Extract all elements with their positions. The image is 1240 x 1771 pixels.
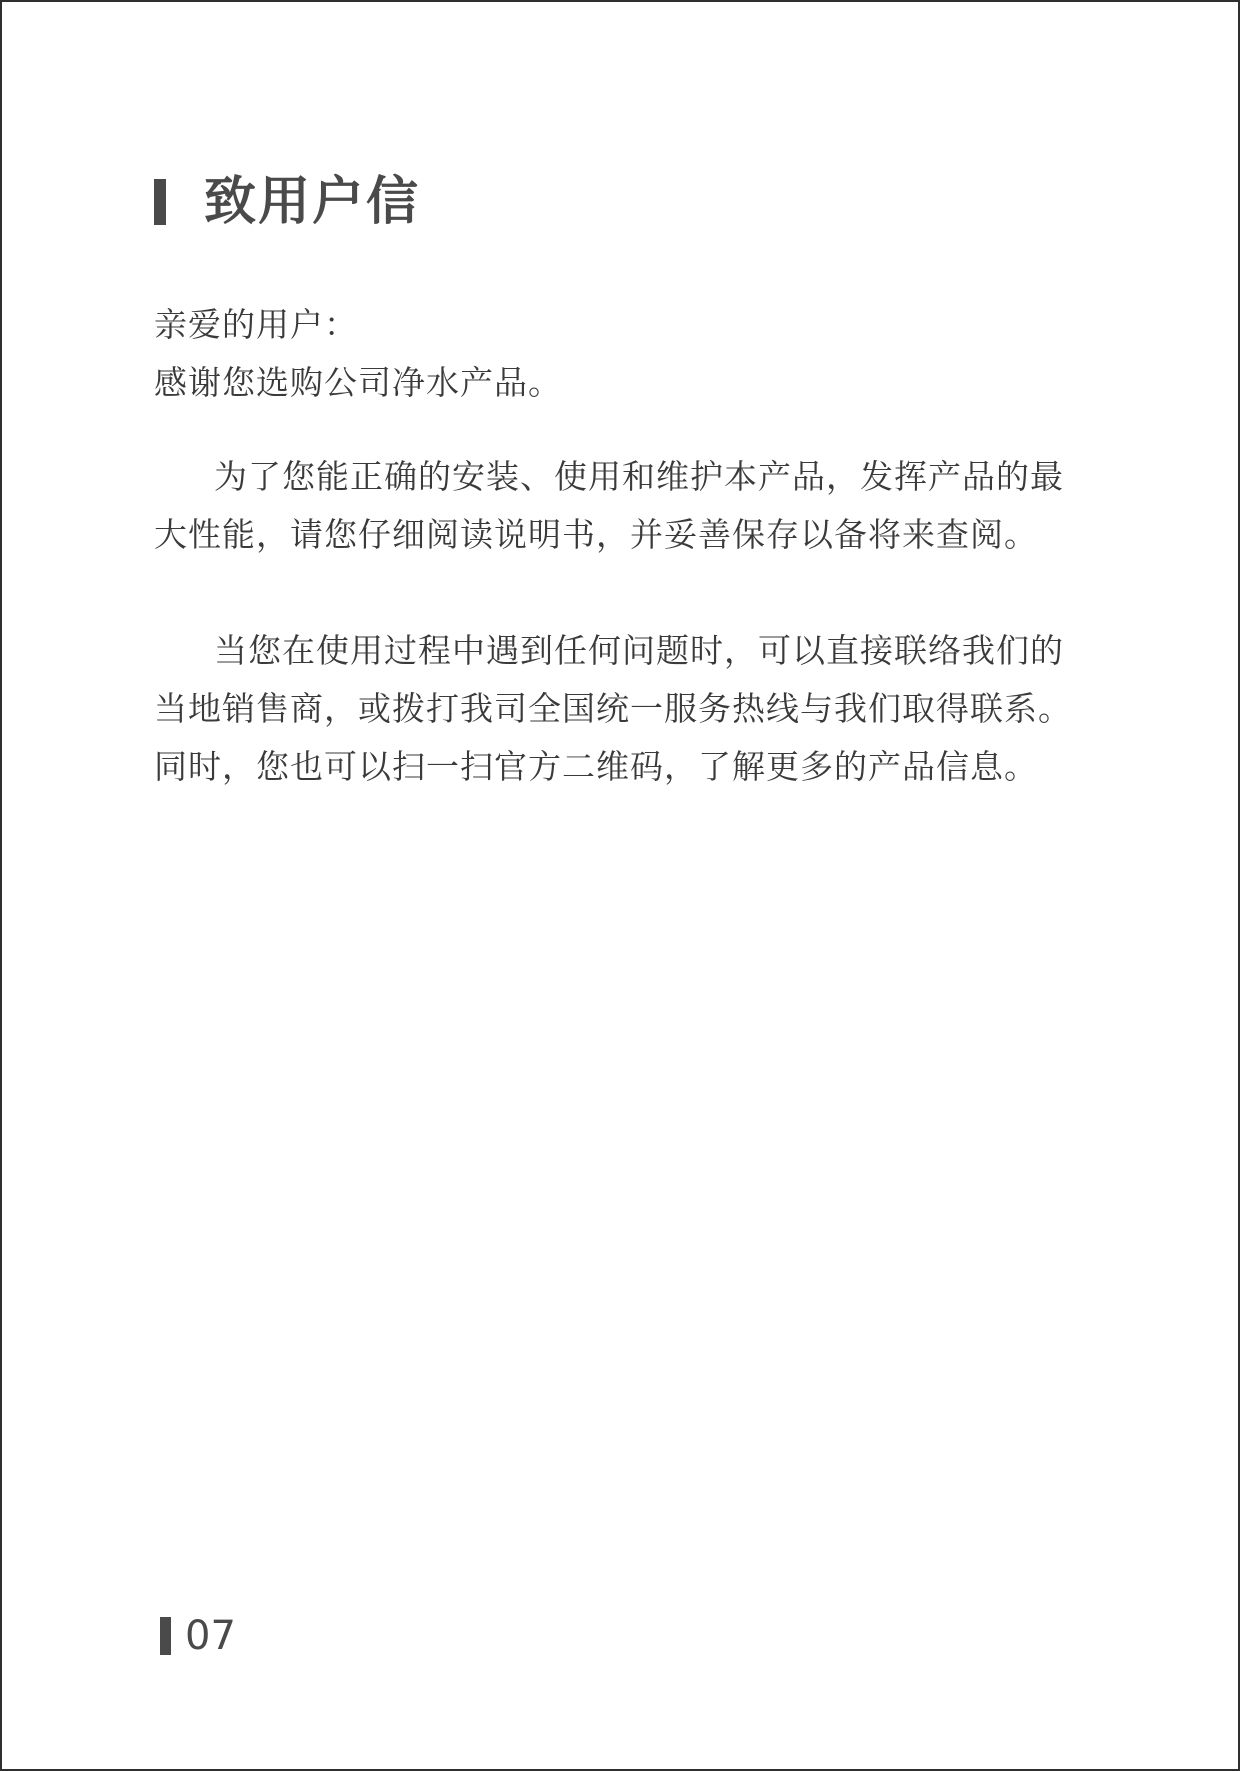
title-accent-bar [154, 179, 166, 225]
paragraph-2-line-1: 当您在使用过程中遇到任何问题时，可以直接联络我们的 [214, 631, 1064, 670]
title-block [154, 162, 420, 242]
paragraph-2-line-2: 当地销售商，或拨打我司全国统一服务热线与我们取得联系。 [154, 689, 1072, 728]
paragraph-1 [154, 448, 1104, 564]
page-number-block [160, 1614, 236, 1658]
paragraph-2-line-3: 同时，您也可以扫一扫官方二维码，了解更多的产品信息。 [154, 747, 1038, 786]
paragraph-2 [154, 622, 1104, 796]
greeting-line: 亲爱的用户： [154, 305, 358, 344]
letter-body [154, 296, 1104, 796]
page-number-accent-bar [160, 1617, 171, 1655]
thanks-line: 感谢您选购公司净水产品。 [154, 363, 562, 402]
paragraph-1-line-1: 为了您能正确的安装、使用和维护本产品，发挥产品的最 [214, 457, 1064, 496]
paragraph-1-line-2: 大性能，请您仔细阅读说明书，并妥善保存以备将来查阅。 [154, 515, 1038, 554]
page-title: 致用户信 [204, 172, 421, 232]
page-number: 07 [185, 1613, 236, 1659]
